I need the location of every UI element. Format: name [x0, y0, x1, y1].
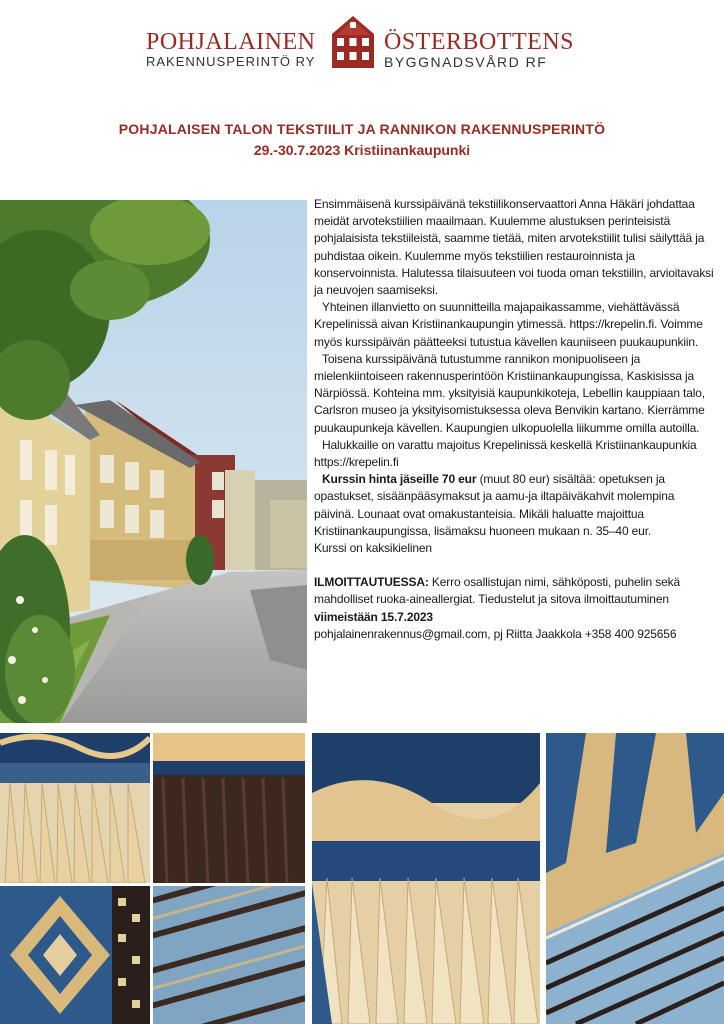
street-photo: [0, 200, 307, 723]
paragraph-registration: [314, 574, 714, 626]
textile-photo-weave: [546, 733, 724, 1024]
logo-finnish: [146, 30, 324, 69]
event-description: [314, 196, 714, 643]
registration-label: ILMOITTAUTUESSA:: [314, 575, 429, 590]
paragraph-evening: Yhteinen illanvietto on suunnitteilla majapaikassamme, viehättävässä Krepelinissä aivan Kristiinankaupungin ytimessä. https://krepelin.fi. Voimme myös kurssipäivän päätteeksi tutustua kävellen kauniiseen puukaupunkiin.: [314, 300, 703, 349]
red-house-icon: [330, 14, 376, 70]
textile-photo-pile: [153, 733, 305, 883]
logo-right-subtitle: BYGGNADSVÅRD RF: [384, 54, 548, 70]
logo-left-subtitle: RAKENNUSPERINTÖ RY: [146, 54, 316, 69]
paragraph-day2: Toisena kurssipäivänä tutustumme rannikon monipuoliseen ja mielenkiintoiseen rakennusperintöön Kristiinankaupungissa, Kaskisissa ja Närpiössä. Kohteina mm. yksityisiä kaupunkikoteja, Lebellin kauppiaan talo, Carlsron museo ja yksityisomistuksessa oleva Benvikin kartano. Kierrämme puukaupunkeja kävellen. Kaupungien ulkopuolella liikumme omilla autoilla.: [314, 351, 705, 435]
price-label: Kurssin hinta jäseille 70 eur: [322, 472, 477, 487]
paragraph-day1: Ensimmäisenä kurssipäivänä tekstiilikonservaattori Anna Häkäri johdattaa meidät arvotekstiilien maailmaan. Kuulemme alustuksen perinteisistä pohjalaisista tekstiileistä, saamme tietää, miten arvotekstiilit tulisi säilyttää ja puhdistaa oikein. Kuulemme myös tekstiilien restauroinnista ja konservoinnista. Halutessa tilaisuuteen voi tuoda oman tekstiilin, arvioitavaksi ja neuvojen saamiseksi.: [314, 197, 714, 298]
registration-text: Kerro osallistujan nimi, sähköposti, puhelin sekä mahdolliset ruoka-aineallergiat. Tiedustelut ja sitova ilmoittautuminen: [314, 575, 681, 607]
paragraph-price: [314, 471, 714, 540]
textile-photo-closeup: [312, 733, 540, 1024]
logo-swedish: [384, 30, 574, 70]
page-title: POHJALAISEN TALON TEKSTIILIT JA RANNIKON RAKENNUSPERINTÖ: [118, 121, 606, 137]
logo-right-title: ÖSTERBOTTENS: [384, 29, 575, 55]
textile-photo-fringe: [0, 733, 150, 883]
event-date-location: 29.-30.7.2023 Kristiinankaupunki: [253, 142, 471, 158]
language-note: Kurssi on kaksikielinen: [314, 541, 432, 556]
logo-left-title: POHJALAINEN: [146, 29, 316, 55]
textile-photo-stripes: [153, 886, 305, 1024]
registration-deadline: viimeistään 15.7.2023: [314, 609, 433, 624]
textile-photo-diamond: [0, 886, 150, 1024]
price-details: (muut 80 eur) sisältää: opetuksen ja opastukset, sisäänpääsymaksut ja aamu-ja iltapäiväkahvit molempina päivinä. Lounaat ovat omakustanteisia. Mikäli haluatte majoittua Kristiinankaupungissa, lisämaksu huoneen mukaan n. 35–40 eur.: [314, 472, 675, 538]
paragraph-accommodation: Halukkaille on varattu majoitus Krepelinissä keskellä Kristiinankaupunkia https://krepelin.fi: [314, 437, 697, 470]
contact-info: pohjalainenrakennus@gmail.com, pj Riitta Jaakkola +358 400 925656: [314, 626, 677, 641]
